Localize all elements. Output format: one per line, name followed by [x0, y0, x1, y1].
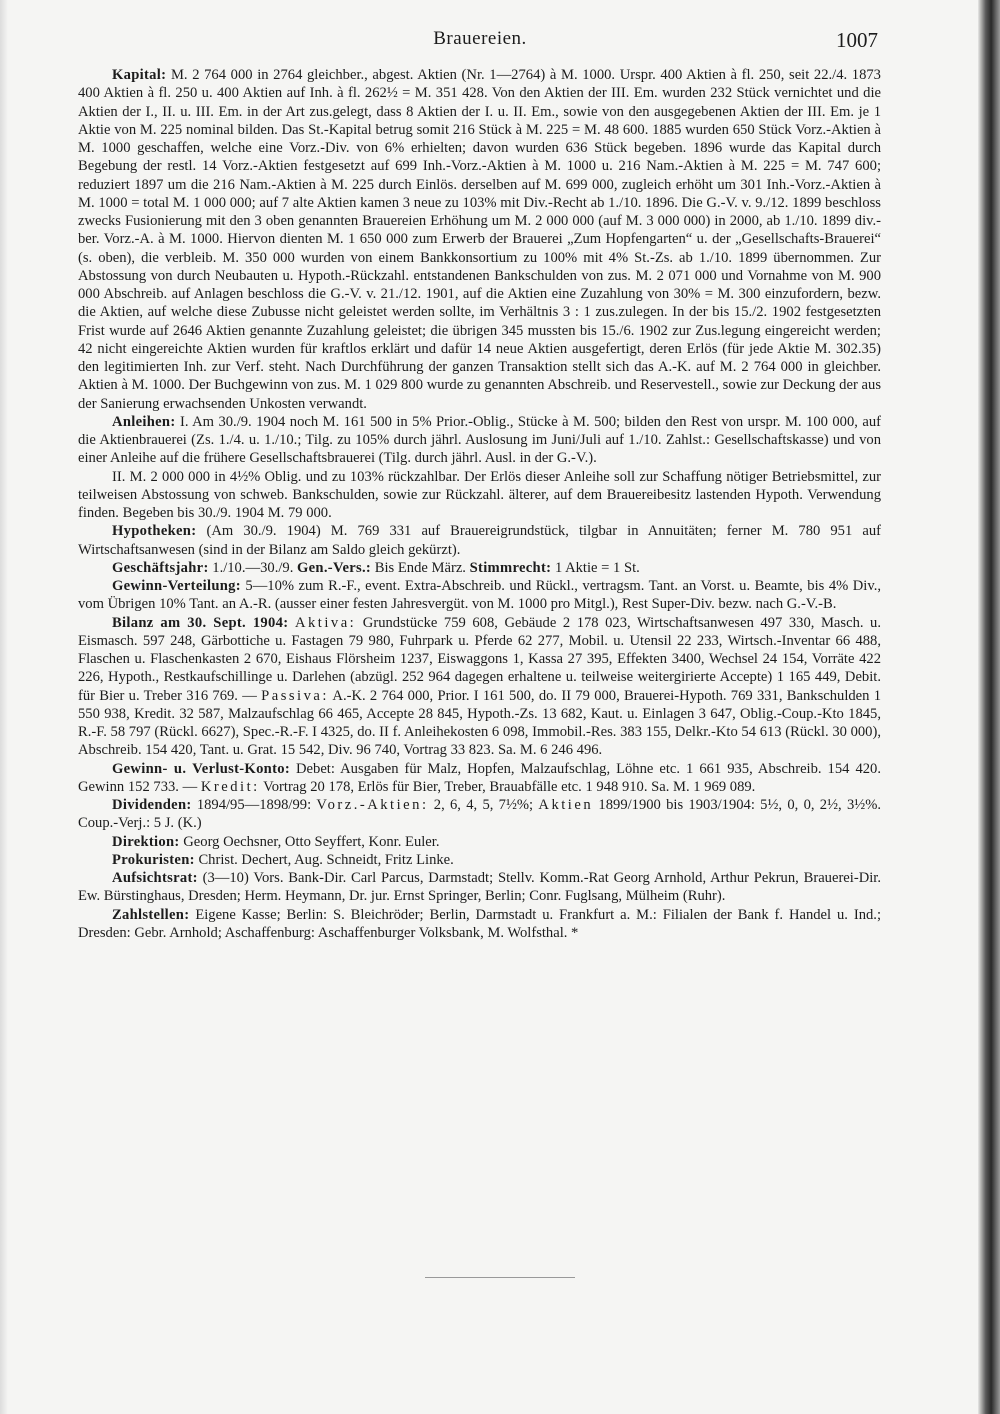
- label-bilanz: Bilanz am 30. Sept. 1904:: [112, 614, 289, 631]
- label-hypotheken: Hypotheken:: [112, 523, 197, 540]
- paragraph-prokuristen: Prokuristen: Christ. Dechert, Aug. Schneidt, Fritz Linke.: [112, 851, 454, 868]
- scan-binding-edge: [978, 0, 1000, 1414]
- page-number: 1007: [836, 28, 878, 52]
- scan-left-edge: [0, 0, 8, 1414]
- paragraph-bilanz: Bilanz am 30. Sept. 1904: Aktiva: Grundstücke 759 608, Gebäude 2 178 023, Wirtschaftsanwesen 497 330, Masch. u. Eismasch. 597 248, Gärbottiche u. Fastagen 79 980, Fuhrpark u. Pferde 62 277, Mobil. u. Utensil 22 233, Wirtsch.-Inventar 66 488, Flaschen u. Flaschenkasten 2 670, Eishaus Flörsheim 1237, Eiswaggons 1, Kassa 27 395, Effekten 3400, Wechsel 24 154, Vorräte 422 226, Hypoth., Restkaufschillinge u. Darlehen (abzügl. 252 964 dagegen erhaltene u. teilweise weitergirierte Accepte) 1 165 449, Debit. für Bier u. Treber 316 769. — Passiva: A.-K. 2 764 000, Prior. I 161 500, do. II 79 000, Brauerei-Hypoth. 769 331, Bankschulden 1 550 938, Kredit. 32 587, Malzaufschlag 66 465, Accepte 28 845, Hypoth.-Zs. 13 682, Kaut. u. Einlagen 3 647, Oblig.-Coup.-Kto 1845, R.-F. 58 797 (Rückl. 6627), Spec.-R.-F. I 4325, do. II f. Anleihekosten 6 098, Immobil.-Res. 383 155, Delkr.-Kto 54 613 (Rückl. 30 000), Abschreib. 154 420, Tant. u. Grat. 15 542, Div. 96 740, Vortrag 33 823. Sa. M. 6 246 496.: [78, 614, 882, 759]
- paragraph-anleihe-ii: II. M. 2 000 000 in 4½% Oblig. und zu 103% rückzahlbar. Der Erlös dieser Anleihe soll zur Schaffung nötiger Betriebsmittel, zur teilweisen Abstossung von schweb. Bankschulden, sowie zur Rückzahl. älterer, auf dem Brauereibesitz lastenden Hypoth. Verwendung finden. Begeben bis 30./9. 1904 M. 79 000.: [78, 468, 881, 521]
- section-end-rule: [425, 1277, 575, 1278]
- paragraph-geschaeftsjahr: Geschäftsjahr: 1./10.—30./9. Gen.-Vers.: Bis Ende März. Stimmrecht: 1 Aktie = 1 St.: [112, 559, 640, 576]
- running-title: Brauereien.: [433, 28, 527, 49]
- paragraph-anleihen: Anleihen: I. Am 30./9. 1904 noch M. 161 500 in 5% Prior.-Oblig., Stücke à M. 500; bilden den Rest von urspr. M. 100 000, auf die Aktienbrauerei (Zs. 1./4. u. 1./10.; Tilg. zu 105% durch jährl. Auslosung im Juni/Juli auf 1./10. Zahlst.: Gesellschaftskasse) und von einer Anleihe auf die frühere Gesellschaftsbrauerei (Tilg. durch jährl. Ausl. in der G.-V.).: [78, 413, 881, 467]
- label-anleihen: Anleihen:: [112, 413, 176, 430]
- paragraph-aufsichtsrat: Aufsichtsrat: (3—10) Vors. Bank-Dir. Carl Parcus, Darmstadt; Stellv. Komm.-Rat Georg Arnhold, Arthur Pekrun, Brauerei-Dir. Ew. Bürstinghaus, Dresden; Herm. Heymann, Dr. jur. Ernst Springer, Berlin; Conr. Fuglsang, Mülheim (Ruhr).: [78, 870, 881, 905]
- paragraph-kapital: Kapital: M. 2 764 000 in 2764 gleichber., abgest. Aktien (Nr. 1—2764) à M. 1000. Urspr. 400 Aktien à fl. 250, seit 22./4. 1873 400 Aktien à fl. 250 u. 400 Aktien auf Inh. à fl. 262½ = M. 351 428. Von den Aktien der III. Em. wurden 232 Stück vernichtet und die Aktien der I., II. u. III. Em. in der Art zus.gelegt, dass 8 Aktien der I. u. II. Em., sowie von den ausgegebenen Aktien der III. Em. je 1 Aktie von M. 225 nominal bilden. Das St.-Kapital betrug somit 216 Stück à M. 225 = M. 48 600. 1885 wurden 650 Stück Vorz.-Aktien à M. 1000 geschaffen, welche eine Vorz.-Div. von 6% erhielten; davon wurden 636 Stück begeben. 1896 wurde das Kapital durch Begebung der restl. 14 Vorz.-Aktien festgesetzt auf 699 Inh.-Vorz.-Aktien à M. 1000 u. 216 Nam.-Aktien à M. 225 = M. 747 600; reduziert 1897 um die 216 Nam.-Aktien à M. 225 durch Einlös. derselben auf M. 699 000, zugleich erhöht um 301 Inh.-Vorz.-Aktien à M. 1000 = total M. 1 000 000; auf 7 alte Aktien kamen 3 neue zu 103% mit Div.-Recht ab 1./10. 1896. Die G.-V. v. 9./12. 1899 beschloss zwecks Fusionierung mit den 3 oben genannten Brauereien Erhöhung um M. 2 000 000 (auf M. 3 000 000) in 2000, ab 1./10. 1899 div.-ber. Vorz.-A. à M. 1000. Hiervon dienten M. 1 650 000 zum Erwerb der Brauerei „Zum Hopfengarten“ u. der „Gesellschafts-Brauerei“ (s. oben), die verbleib. M. 350 000 wurden von einem Bankkonsortium zu 100% mit 4% St.-Zs. ab 1./10. 1899 übernommen. Zur Abstossung von durch Neubauten u. Hypoth.-Rückzahl. entstandenen Bankschulden von zus. M. 2 071 000 und Vornahme von M. 900 000 Abschreib. auf Anlagen beschloss die G.-V. v. 21./12. 1901, auf die Aktien eine Zuzahlung von 30% = M. 300 einzufordern, bezw. die Aktien, auf welche diese Zubusse nicht geleistet werden sollte, im Verhältnis 3 : 1 zus.zulegen. In der bis 15./2. 1902 festgesetzten Frist wurde auf 2646 Aktien genannte Zuzahlung geleistet; die übrigen 345 mussten bis 15./6. 1902 zur Zus.legung eingereicht werden; 42 nicht eingereichte Aktien wurden für kraftlos erklärt und dafür 14 neue Aktien ausgefertigt, deren Erlös (für jede Aktie M. 302.35) den legitimierten Inh. zur Verf. steht. Nach Durchführung der ganzen Transaktion stellt sich das A.-K. auf M. 2 764 000 in gleichber. Aktien à M. 1000. Der Buchgewinn von zus. M. 1 029 800 wurde zu genannten Abschreib. und Reservestell., sowie zur Deckung der aus der Sanierung erwachsenden Unkosten verwandt.: [78, 67, 881, 412]
- paragraph-guv: Gewinn- u. Verlust-Konto: Debet: Ausgaben für Malz, Hopfen, Malzaufschlag, Löhne etc. 1 661 935, Abschreib. 154 420. Gewinn 152 733. — Kredit: Vortrag 20 178, Erlös für Bier, Treber, Brauabfälle etc. 1 948 910. Sa. M. 1 969 089.: [78, 760, 881, 795]
- page-header: [80, 28, 880, 52]
- paragraph-dividenden: Dividenden: 1894/95—1898/99: Vorz.-Aktien: 2, 6, 4, 5, 7½%; Aktien 1899/1900 bis 1903/1904: 5½, 0, 0, 2½, 3½%. Coup.-Verj.: 5 J. (K.): [78, 797, 881, 832]
- paragraph-zahlstellen: Zahlstellen: Eigene Kasse; Berlin: S. Bleichröder; Berlin, Darmstadt u. Frankfurt a. M.: Filialen der Bank f. Handel u. Ind.; Dresden: Gebr. Arnhold; Aschaffenburg: Aschaffenburger Volksbank, M. Wolfsthal. *: [78, 906, 882, 941]
- body-text: [78, 66, 881, 942]
- label-kapital: Kapital:: [112, 67, 167, 83]
- paragraph-gewinn-verteilung: Gewinn-Verteilung: 5—10% zum R.-F., event. Extra-Abschreib. und Rückl., vertragsm. Tant. an Vorst. u. Beamte, bis 4% Div., vom Übrigen 10% Tant. an A.-R. (ausser einer festen Jahresvergüt. von M. 1000 pro Mitgl.), Rest Super-Div. bezw. nach G.-V.-B.: [78, 578, 881, 613]
- paragraph-hypotheken: Hypotheken: (Am 30./9. 1904) M. 769 331 auf Brauereigrundstück, tilgbar in Annuitäten; ferner M. 780 951 auf Wirtschaftsanwesen (sind in der Bilanz am Saldo gleich gekürzt).: [78, 523, 881, 558]
- paragraph-direktion: Direktion: Georg Oechsner, Otto Seyffert, Konr. Euler.: [112, 833, 440, 850]
